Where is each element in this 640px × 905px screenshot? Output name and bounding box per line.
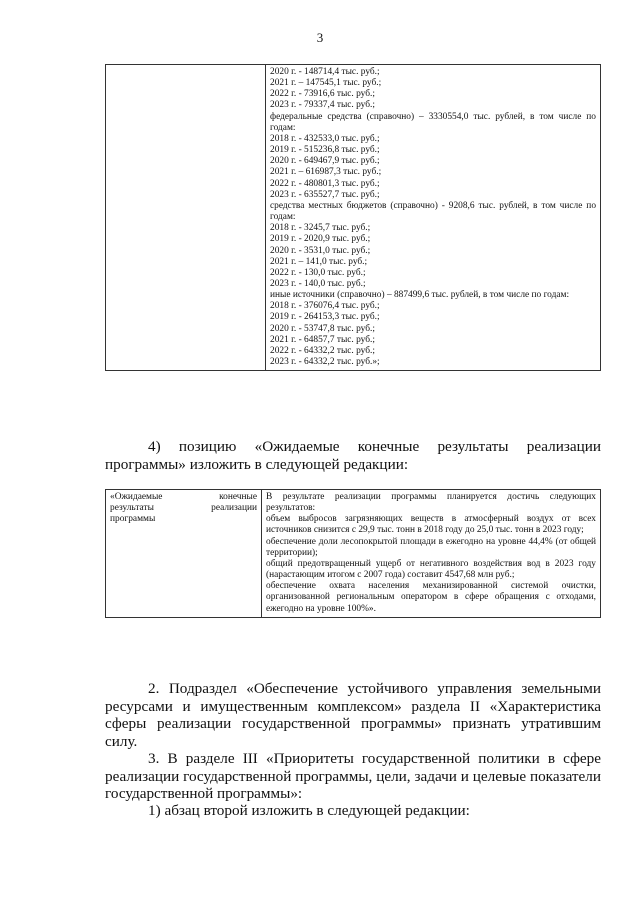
funding-line: 2018 г. - 3245,7 тыс. руб.; xyxy=(270,223,371,234)
funding-line: 2021 г. - 64857,7 тыс. руб.; xyxy=(270,334,375,345)
results-values-cell xyxy=(262,490,601,618)
label-word: «Ожидаемые xyxy=(110,492,163,502)
funding-line: 2020 г. - 649467,9 тыс. руб.; xyxy=(270,156,380,167)
label-row xyxy=(110,492,257,503)
label-word: результаты xyxy=(110,503,154,514)
funding-line: 2022 г. - 480801,3 тыс. руб.; xyxy=(270,178,380,189)
funding-line: 2023 г. - 64332,2 тыс. руб.»; xyxy=(270,357,380,368)
funding-line: 2020 г. - 3531,0 тыс. руб.; xyxy=(270,245,371,256)
funding-line: 2023 г. - 635527,7 тыс. руб.; xyxy=(270,189,380,200)
results-paragraph: обеспечение доли лесопокрытой площади в ежегодно на уровне 44,4% (от общей территории); xyxy=(266,536,596,558)
page-number: 3 xyxy=(316,30,324,45)
funding-line: 2020 г. - 53747,8 тыс. руб.; xyxy=(270,323,375,334)
funding-line: 2019 г. - 264153,3 тыс. руб.; xyxy=(270,312,380,323)
funding-line: 2018 г. - 376076,4 тыс. руб.; xyxy=(270,301,380,312)
funding-values-cell xyxy=(266,65,601,371)
results-table xyxy=(105,489,601,618)
funding-line: 2023 г. - 140,0 тыс. руб.; xyxy=(270,278,366,289)
funding-source-heading: федеральные средства (справочно) – 3330554,0 тыс. рублей, в том числе по годам: xyxy=(270,111,596,133)
funding-line: 2021 г. – 141,0 тыс. руб.; xyxy=(270,256,368,267)
paragraph-2: 2. Подраздел «Обеспечение устойчивого управления земельными ресурсами и имущественным комплексом» раздела II «Характеристика сферы реализации государственной программы» признать утратившим силу. xyxy=(105,680,601,750)
results-paragraph: объем выбросов загрязняющих веществ в атмосферный воздух от всех источников снизится с 29,9 тыс. тонн в 2018 году до 25,0 тыс. тонн в 2023 году; xyxy=(266,514,596,536)
label-word: программы xyxy=(110,514,156,525)
funding-line: 2022 г. - 64332,2 тыс. руб.; xyxy=(270,345,375,356)
funding-table xyxy=(105,64,601,371)
funding-source-heading: средства местных бюджетов (справочно) - 9208,6 тыс. рублей, в том числе по годам: xyxy=(270,200,596,223)
funding-line: 2019 г. - 2020,9 тыс. руб.; xyxy=(270,234,371,245)
funding-line: 2022 г. - 130,0 тыс. руб.; xyxy=(270,267,366,278)
funding-line: 2022 г. - 73916,6 тыс. руб.; xyxy=(270,89,375,100)
funding-line: 2018 г. - 432533,0 тыс. руб.; xyxy=(270,133,380,144)
results-label-cell xyxy=(106,490,262,618)
results-paragraph: В результате реализации программы планируется достичь следующих результатов: xyxy=(266,492,596,514)
label-word: реализации xyxy=(211,503,257,514)
table-row xyxy=(106,65,601,371)
label-row xyxy=(110,514,257,525)
funding-line: 2020 г. - 148714,4 тыс. руб.; xyxy=(270,67,380,77)
results-paragraph: обеспечение охвата населения механизированной системой очистки, организованной региональным оператором в сфере обращения с отходами, ежегодно на уровне 100%». xyxy=(266,581,596,614)
funding-line: 2023 г. - 79337,4 тыс. руб.; xyxy=(270,100,375,111)
funding-line: 2021 г. – 147545,1 тыс. руб.; xyxy=(270,78,382,89)
funding-source-heading: иные источники (справочно) – 887499,6 тыс. рублей, в том числе по годам: xyxy=(270,290,570,301)
label-word: конечные xyxy=(219,492,257,502)
label-row xyxy=(110,503,257,514)
funding-line: 2019 г. - 515236,8 тыс. руб.; xyxy=(270,145,380,156)
funding-label-cell xyxy=(106,65,266,371)
paragraph-3-1: 1) абзац второй изложить в следующей редакции: xyxy=(148,802,470,819)
funding-line: 2021 г. – 616987,3 тыс. руб.; xyxy=(270,167,382,178)
paragraph-3: 3. В разделе III «Приоритеты государственной политики в сфере реализации государственной программы, цели, задачи и целевые показатели государственной программы»: xyxy=(105,750,601,802)
table-row xyxy=(106,490,601,618)
paragraph-4: 4) позицию «Ожидаемые конечные результаты реализации программы» изложить в следующей редакции: xyxy=(105,438,601,473)
results-paragraph: общий предотвращенный ущерб от негативного воздействия вод в 2023 году (нарастающим итогом с 2007 года) составит 4547,68 млн руб.; xyxy=(266,558,596,581)
